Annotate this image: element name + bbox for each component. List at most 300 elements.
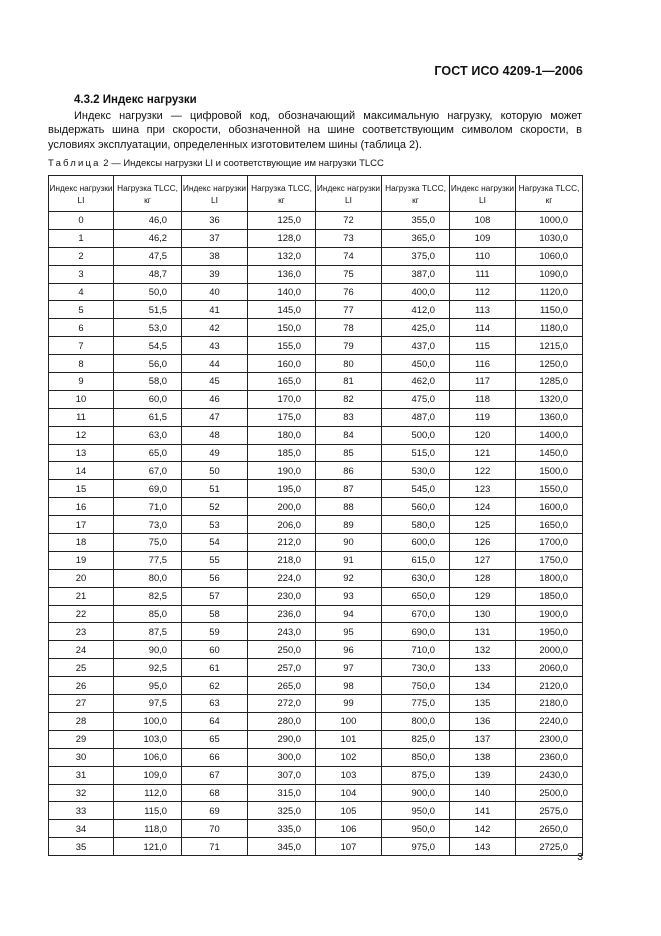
load-index-cell: 62 (182, 677, 248, 695)
load-index-cell: 30 (49, 748, 114, 766)
load-index-cell: 14 (49, 462, 114, 480)
load-value-cell: 475,0 (382, 390, 450, 408)
load-index-cell: 0 (49, 212, 114, 230)
load-value-cell: 175,0 (248, 408, 316, 426)
table-row (49, 623, 583, 641)
load-index-cell: 55 (182, 551, 248, 569)
load-value-cell: 136,0 (248, 265, 316, 283)
load-value-cell: 670,0 (382, 605, 450, 623)
load-index-cell: 48 (182, 426, 248, 444)
load-index-cell: 114 (450, 319, 516, 337)
table-row (49, 802, 583, 820)
load-index-cell: 25 (49, 659, 114, 677)
load-index-cell: 65 (182, 730, 248, 748)
load-value-cell: 365,0 (382, 229, 450, 247)
load-value-cell: 97,5 (114, 695, 182, 713)
load-index-cell: 34 (49, 820, 114, 838)
load-index-cell: 108 (450, 212, 516, 230)
load-value-cell: 67,0 (114, 462, 182, 480)
table-row (49, 784, 583, 802)
load-index-cell: 91 (316, 551, 382, 569)
load-index-table (48, 175, 583, 856)
load-value-cell: 530,0 (382, 462, 450, 480)
load-value-cell: 307,0 (248, 766, 316, 784)
load-index-cell: 129 (450, 587, 516, 605)
load-index-cell: 107 (316, 838, 382, 856)
load-index-cell: 64 (182, 712, 248, 730)
load-value-cell: 710,0 (382, 641, 450, 659)
load-index-cell: 61 (182, 659, 248, 677)
header-load-index: Индекс нагрузки LI (182, 176, 248, 212)
load-value-cell: 1120,0 (516, 283, 583, 301)
load-index-cell: 69 (182, 802, 248, 820)
header-load-tlcc: Нагрузка TLCC, кг (114, 176, 182, 212)
load-index-cell: 86 (316, 462, 382, 480)
body-paragraph (48, 109, 582, 152)
load-index-cell: 76 (316, 283, 382, 301)
load-value-cell: 112,0 (114, 784, 182, 802)
table-row (49, 695, 583, 713)
table-row (49, 712, 583, 730)
load-index-cell: 54 (182, 534, 248, 552)
load-value-cell: 53,0 (114, 319, 182, 337)
load-value-cell: 63,0 (114, 426, 182, 444)
load-value-cell: 412,0 (382, 301, 450, 319)
load-value-cell: 47,5 (114, 247, 182, 265)
load-value-cell: 1250,0 (516, 355, 583, 373)
load-index-cell: 73 (316, 229, 382, 247)
load-index-cell: 97 (316, 659, 382, 677)
table-row (49, 301, 583, 319)
load-value-cell: 125,0 (248, 212, 316, 230)
header-load-tlcc: Нагрузка TLCC, кг (382, 176, 450, 212)
load-index-cell: 84 (316, 426, 382, 444)
load-value-cell: 165,0 (248, 373, 316, 391)
load-value-cell: 109,0 (114, 766, 182, 784)
table-row (49, 319, 583, 337)
load-value-cell: 1215,0 (516, 337, 583, 355)
load-value-cell: 2000,0 (516, 641, 583, 659)
load-index-cell: 32 (49, 784, 114, 802)
header-load-tlcc: Нагрузка TLCC, кг (516, 176, 583, 212)
load-value-cell: 1450,0 (516, 444, 583, 462)
table-row (49, 551, 583, 569)
load-index-cell: 43 (182, 337, 248, 355)
load-index-cell: 103 (316, 766, 382, 784)
load-value-cell: 387,0 (382, 265, 450, 283)
load-value-cell: 2120,0 (516, 677, 583, 695)
load-value-cell: 50,0 (114, 283, 182, 301)
header-load-index: Индекс нагрузки LI (450, 176, 516, 212)
load-index-cell: 130 (450, 605, 516, 623)
load-value-cell: 2240,0 (516, 712, 583, 730)
table-row (49, 212, 583, 230)
table-row (49, 569, 583, 587)
load-index-cell: 13 (49, 444, 114, 462)
load-index-cell: 37 (182, 229, 248, 247)
load-index-cell: 15 (49, 480, 114, 498)
load-value-cell: 500,0 (382, 426, 450, 444)
load-value-cell: 77,5 (114, 551, 182, 569)
load-index-cell: 33 (49, 802, 114, 820)
load-index-cell: 137 (450, 730, 516, 748)
table-body (49, 212, 583, 856)
header-load-index: Индекс нагрузки LI (316, 176, 382, 212)
load-index-cell: 19 (49, 551, 114, 569)
load-value-cell: 132,0 (248, 247, 316, 265)
table-caption-text: 2 — Индексы нагрузки LI и соответствующие им нагрузки TLCC (100, 158, 384, 169)
load-value-cell: 2360,0 (516, 748, 583, 766)
load-value-cell: 1950,0 (516, 623, 583, 641)
load-value-cell: 243,0 (248, 623, 316, 641)
table-row (49, 229, 583, 247)
load-index-cell: 87 (316, 480, 382, 498)
load-value-cell: 1180,0 (516, 319, 583, 337)
load-value-cell: 1320,0 (516, 390, 583, 408)
load-index-cell: 132 (450, 641, 516, 659)
table-row (49, 283, 583, 301)
load-value-cell: 290,0 (248, 730, 316, 748)
load-value-cell: 190,0 (248, 462, 316, 480)
table-row (49, 587, 583, 605)
load-value-cell: 950,0 (382, 820, 450, 838)
load-value-cell: 46,0 (114, 212, 182, 230)
table-row (49, 748, 583, 766)
load-index-cell: 88 (316, 498, 382, 516)
load-index-cell: 119 (450, 408, 516, 426)
load-index-cell: 21 (49, 587, 114, 605)
load-value-cell: 60,0 (114, 390, 182, 408)
load-index-cell: 51 (182, 480, 248, 498)
load-value-cell: 462,0 (382, 373, 450, 391)
load-value-cell: 58,0 (114, 373, 182, 391)
load-value-cell: 600,0 (382, 534, 450, 552)
paragraph-text: Индекс нагрузки — цифровой код, обозначающий максимальную нагрузку, которую может выдержать шина при скорости, обозначенной на шине соответствующим символом скорости, в условиях эксплуатации, определенных изготовителем шины (таблица 2). (48, 110, 582, 151)
load-index-cell: 41 (182, 301, 248, 319)
load-index-cell: 105 (316, 802, 382, 820)
load-index-cell: 9 (49, 373, 114, 391)
table-row (49, 462, 583, 480)
load-index-cell: 135 (450, 695, 516, 713)
load-index-cell: 142 (450, 820, 516, 838)
load-index-cell: 57 (182, 587, 248, 605)
load-index-cell: 126 (450, 534, 516, 552)
table-row (49, 408, 583, 426)
load-value-cell: 200,0 (248, 498, 316, 516)
load-value-cell: 1500,0 (516, 462, 583, 480)
load-value-cell: 800,0 (382, 712, 450, 730)
header-load-tlcc: Нагрузка TLCC, кг (248, 176, 316, 212)
load-index-cell: 116 (450, 355, 516, 373)
table-row (49, 480, 583, 498)
load-index-cell: 79 (316, 337, 382, 355)
load-value-cell: 140,0 (248, 283, 316, 301)
load-value-cell: 560,0 (382, 498, 450, 516)
load-index-cell: 45 (182, 373, 248, 391)
load-value-cell: 487,0 (382, 408, 450, 426)
table-header-row (49, 176, 583, 212)
load-index-cell: 7 (49, 337, 114, 355)
load-index-cell: 59 (182, 623, 248, 641)
table-row (49, 390, 583, 408)
load-index-cell: 109 (450, 229, 516, 247)
load-index-cell: 143 (450, 838, 516, 856)
load-index-cell: 96 (316, 641, 382, 659)
load-index-cell: 124 (450, 498, 516, 516)
load-value-cell: 230,0 (248, 587, 316, 605)
load-index-cell: 12 (49, 426, 114, 444)
load-value-cell: 103,0 (114, 730, 182, 748)
table-row (49, 677, 583, 695)
load-index-cell: 123 (450, 480, 516, 498)
table-row (49, 605, 583, 623)
load-index-cell: 90 (316, 534, 382, 552)
load-index-cell: 93 (316, 587, 382, 605)
load-index-cell: 78 (316, 319, 382, 337)
load-index-cell: 2 (49, 247, 114, 265)
load-value-cell: 1750,0 (516, 551, 583, 569)
load-value-cell: 180,0 (248, 426, 316, 444)
load-value-cell: 375,0 (382, 247, 450, 265)
table-row (49, 337, 583, 355)
load-value-cell: 95,0 (114, 677, 182, 695)
page-number: 3 (577, 851, 583, 863)
load-value-cell: 212,0 (248, 534, 316, 552)
load-index-cell: 50 (182, 462, 248, 480)
load-value-cell: 425,0 (382, 319, 450, 337)
load-index-cell: 27 (49, 695, 114, 713)
load-index-cell: 63 (182, 695, 248, 713)
load-value-cell: 1700,0 (516, 534, 583, 552)
load-value-cell: 2180,0 (516, 695, 583, 713)
table-row (49, 444, 583, 462)
load-index-cell: 117 (450, 373, 516, 391)
load-index-cell: 17 (49, 516, 114, 534)
load-value-cell: 118,0 (114, 820, 182, 838)
load-value-cell: 825,0 (382, 730, 450, 748)
header-load-index: Индекс нагрузки LI (49, 176, 114, 212)
load-value-cell: 100,0 (114, 712, 182, 730)
load-index-cell: 60 (182, 641, 248, 659)
load-index-cell: 120 (450, 426, 516, 444)
load-index-cell: 95 (316, 623, 382, 641)
load-index-cell: 140 (450, 784, 516, 802)
load-index-cell: 18 (49, 534, 114, 552)
table-caption (48, 158, 384, 169)
load-value-cell: 48,7 (114, 265, 182, 283)
load-value-cell: 145,0 (248, 301, 316, 319)
load-index-cell: 77 (316, 301, 382, 319)
load-index-cell: 4 (49, 283, 114, 301)
load-index-cell: 125 (450, 516, 516, 534)
table-row (49, 730, 583, 748)
load-value-cell: 51,5 (114, 301, 182, 319)
load-value-cell: 1600,0 (516, 498, 583, 516)
load-index-cell: 94 (316, 605, 382, 623)
load-index-cell: 115 (450, 337, 516, 355)
load-value-cell: 355,0 (382, 212, 450, 230)
load-value-cell: 224,0 (248, 569, 316, 587)
load-value-cell: 1900,0 (516, 605, 583, 623)
load-index-cell: 68 (182, 784, 248, 802)
load-value-cell: 195,0 (248, 480, 316, 498)
load-value-cell: 250,0 (248, 641, 316, 659)
section-heading (74, 94, 197, 106)
load-index-cell: 89 (316, 516, 382, 534)
load-value-cell: 80,0 (114, 569, 182, 587)
load-index-cell: 3 (49, 265, 114, 283)
load-value-cell: 150,0 (248, 319, 316, 337)
load-index-cell: 133 (450, 659, 516, 677)
load-value-cell: 2575,0 (516, 802, 583, 820)
load-value-cell: 1800,0 (516, 569, 583, 587)
table-row (49, 820, 583, 838)
load-index-cell: 106 (316, 820, 382, 838)
load-index-cell: 136 (450, 712, 516, 730)
load-index-cell: 36 (182, 212, 248, 230)
load-index-cell: 20 (49, 569, 114, 587)
load-value-cell: 325,0 (248, 802, 316, 820)
load-index-cell: 110 (450, 247, 516, 265)
load-value-cell: 90,0 (114, 641, 182, 659)
load-value-cell: 1000,0 (516, 212, 583, 230)
load-value-cell: 1285,0 (516, 373, 583, 391)
load-value-cell: 185,0 (248, 444, 316, 462)
load-value-cell: 1030,0 (516, 229, 583, 247)
load-index-cell: 81 (316, 373, 382, 391)
load-index-cell: 121 (450, 444, 516, 462)
load-index-cell: 98 (316, 677, 382, 695)
load-index-cell: 111 (450, 265, 516, 283)
load-value-cell: 85,0 (114, 605, 182, 623)
load-index-cell: 72 (316, 212, 382, 230)
load-index-cell: 31 (49, 766, 114, 784)
load-index-cell: 75 (316, 265, 382, 283)
load-index-cell: 29 (49, 730, 114, 748)
load-value-cell: 615,0 (382, 551, 450, 569)
load-value-cell: 65,0 (114, 444, 182, 462)
load-index-cell: 22 (49, 605, 114, 623)
load-index-cell: 28 (49, 712, 114, 730)
load-value-cell: 56,0 (114, 355, 182, 373)
load-value-cell: 2725,0 (516, 838, 583, 856)
load-index-cell: 100 (316, 712, 382, 730)
table-row (49, 373, 583, 391)
load-index-cell: 66 (182, 748, 248, 766)
load-value-cell: 236,0 (248, 605, 316, 623)
load-value-cell: 87,5 (114, 623, 182, 641)
load-index-cell: 23 (49, 623, 114, 641)
load-value-cell: 1090,0 (516, 265, 583, 283)
load-index-cell: 122 (450, 462, 516, 480)
load-index-cell: 52 (182, 498, 248, 516)
load-index-cell: 49 (182, 444, 248, 462)
load-index-cell: 104 (316, 784, 382, 802)
load-index-cell: 16 (49, 498, 114, 516)
table-caption-word: Таблица (48, 158, 101, 169)
table-row (49, 498, 583, 516)
table-row (49, 838, 583, 856)
document-header-code: ГОСТ ИСО 4209-1—2006 (434, 64, 583, 78)
load-value-cell: 950,0 (382, 802, 450, 820)
load-index-cell: 24 (49, 641, 114, 659)
load-value-cell: 75,0 (114, 534, 182, 552)
load-value-cell: 400,0 (382, 283, 450, 301)
table-row (49, 265, 583, 283)
section-title: Индекс нагрузки (102, 94, 197, 106)
load-index-cell: 47 (182, 408, 248, 426)
load-value-cell: 73,0 (114, 516, 182, 534)
load-index-cell: 99 (316, 695, 382, 713)
load-index-cell: 139 (450, 766, 516, 784)
load-index-cell: 10 (49, 390, 114, 408)
load-value-cell: 128,0 (248, 229, 316, 247)
load-index-cell: 138 (450, 748, 516, 766)
load-value-cell: 750,0 (382, 677, 450, 695)
load-value-cell: 975,0 (382, 838, 450, 856)
load-value-cell: 300,0 (248, 748, 316, 766)
load-value-cell: 1060,0 (516, 247, 583, 265)
load-value-cell: 92,5 (114, 659, 182, 677)
table-row (49, 426, 583, 444)
load-index-cell: 11 (49, 408, 114, 426)
load-index-cell: 46 (182, 390, 248, 408)
load-index-cell: 35 (49, 838, 114, 856)
load-index-cell: 113 (450, 301, 516, 319)
load-value-cell: 2650,0 (516, 820, 583, 838)
load-value-cell: 730,0 (382, 659, 450, 677)
load-value-cell: 82,5 (114, 587, 182, 605)
load-value-cell: 206,0 (248, 516, 316, 534)
load-index-cell: 80 (316, 355, 382, 373)
table-row (49, 659, 583, 677)
load-index-cell: 74 (316, 247, 382, 265)
load-index-cell: 102 (316, 748, 382, 766)
load-value-cell: 2430,0 (516, 766, 583, 784)
load-value-cell: 2500,0 (516, 784, 583, 802)
load-value-cell: 345,0 (248, 838, 316, 856)
load-value-cell: 46,2 (114, 229, 182, 247)
load-value-cell: 272,0 (248, 695, 316, 713)
load-index-cell: 39 (182, 265, 248, 283)
load-index-cell: 127 (450, 551, 516, 569)
load-index-cell: 82 (316, 390, 382, 408)
load-index-cell: 5 (49, 301, 114, 319)
load-value-cell: 1550,0 (516, 480, 583, 498)
load-index-cell: 26 (49, 677, 114, 695)
load-value-cell: 437,0 (382, 337, 450, 355)
table-row (49, 516, 583, 534)
load-value-cell: 1150,0 (516, 301, 583, 319)
load-value-cell: 69,0 (114, 480, 182, 498)
load-value-cell: 315,0 (248, 784, 316, 802)
load-index-cell: 118 (450, 390, 516, 408)
load-index-cell: 53 (182, 516, 248, 534)
load-value-cell: 280,0 (248, 712, 316, 730)
load-value-cell: 2060,0 (516, 659, 583, 677)
load-value-cell: 121,0 (114, 838, 182, 856)
load-value-cell: 900,0 (382, 784, 450, 802)
load-index-cell: 131 (450, 623, 516, 641)
load-value-cell: 875,0 (382, 766, 450, 784)
load-index-cell: 92 (316, 569, 382, 587)
load-index-cell: 128 (450, 569, 516, 587)
load-value-cell: 71,0 (114, 498, 182, 516)
load-value-cell: 257,0 (248, 659, 316, 677)
load-value-cell: 106,0 (114, 748, 182, 766)
load-value-cell: 335,0 (248, 820, 316, 838)
load-value-cell: 61,5 (114, 408, 182, 426)
